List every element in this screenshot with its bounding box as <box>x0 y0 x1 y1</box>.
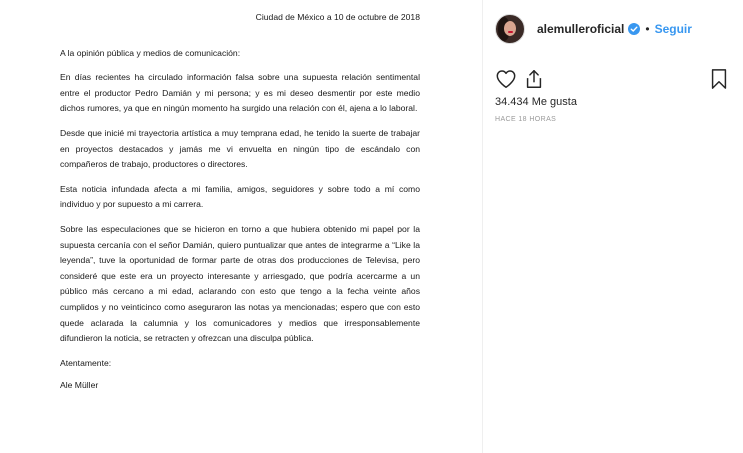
follow-button[interactable]: Seguir <box>654 22 692 36</box>
post-header <box>495 13 692 45</box>
letter-paragraph: Desde que inicié mi trayectoria artística a muy temprana edad, he tenido la suerte de trabajar en proyectos destacados y jamás me vi envuelta en ningún tipo de escándalo con compañeros de trabajo, productores o directores. <box>60 127 420 170</box>
avatar[interactable] <box>495 14 525 44</box>
letter-paragraph: En días recientes ha circulado información falsa sobre una supuesta relación sentimental entre el productor Pedro Damián y mi persona; y es mi deseo desmentir por este medio dichos rumores, ya que en ningún momento ha surgido una relación con él, ajena a lo laboral. <box>60 72 420 114</box>
letter-closing: Atentamente: <box>60 357 112 368</box>
letter-greeting: A la opinión pública y medios de comunicación: <box>60 47 241 58</box>
likes-count[interactable]: 34.434 Me gusta <box>495 96 577 108</box>
letter-document <box>60 10 420 394</box>
letter-signature: Ale Müller <box>60 380 99 391</box>
post-timestamp[interactable]: HACE 18 HORAS <box>495 116 557 123</box>
letter-paragraph: Sobre las especulaciones que se hicieron en torno a que hubiera obtenido mi papel por la supuesta cercanía con el señor Damián, quiero puntualizar que antes de integrarme a “Like la leyenda”, tuve la oportunidad de formar parte de otras dos producciones de Televisa, pero consideré que este era un proyecto interesante y arriesgado, que podría acercarme a un público más cercano a mi edad, aclarando con esto que tengo a la fecha veinte años cumplidos y no veinticinco como aseguraron las notas ya mencionadas; espero que con esto quede aclarada la calumnia y los comunicadores y medios que irresponsablemente difundieron la noticia, se retracten y ofrezcan una disculpa pública. <box>60 223 420 344</box>
letter-date: Ciudad de México a 10 de octubre de 2018 <box>255 12 420 22</box>
avatar-face <box>504 21 516 36</box>
letter-paragraph: Esta noticia infundada afecta a mi familia, amigos, seguidores y sobre todo a mí como individuo y por supuesto a mi carrera. <box>60 183 420 210</box>
post-sidebar <box>483 0 743 453</box>
separator-dot: • <box>645 22 650 36</box>
heart-icon[interactable] <box>495 68 517 90</box>
bookmark-icon[interactable] <box>709 68 729 90</box>
verified-badge-icon <box>628 23 640 35</box>
username-link[interactable]: alemulleroficial <box>537 22 625 36</box>
action-bar <box>495 68 731 92</box>
share-icon[interactable] <box>523 68 545 90</box>
avatar-lips <box>508 31 513 33</box>
